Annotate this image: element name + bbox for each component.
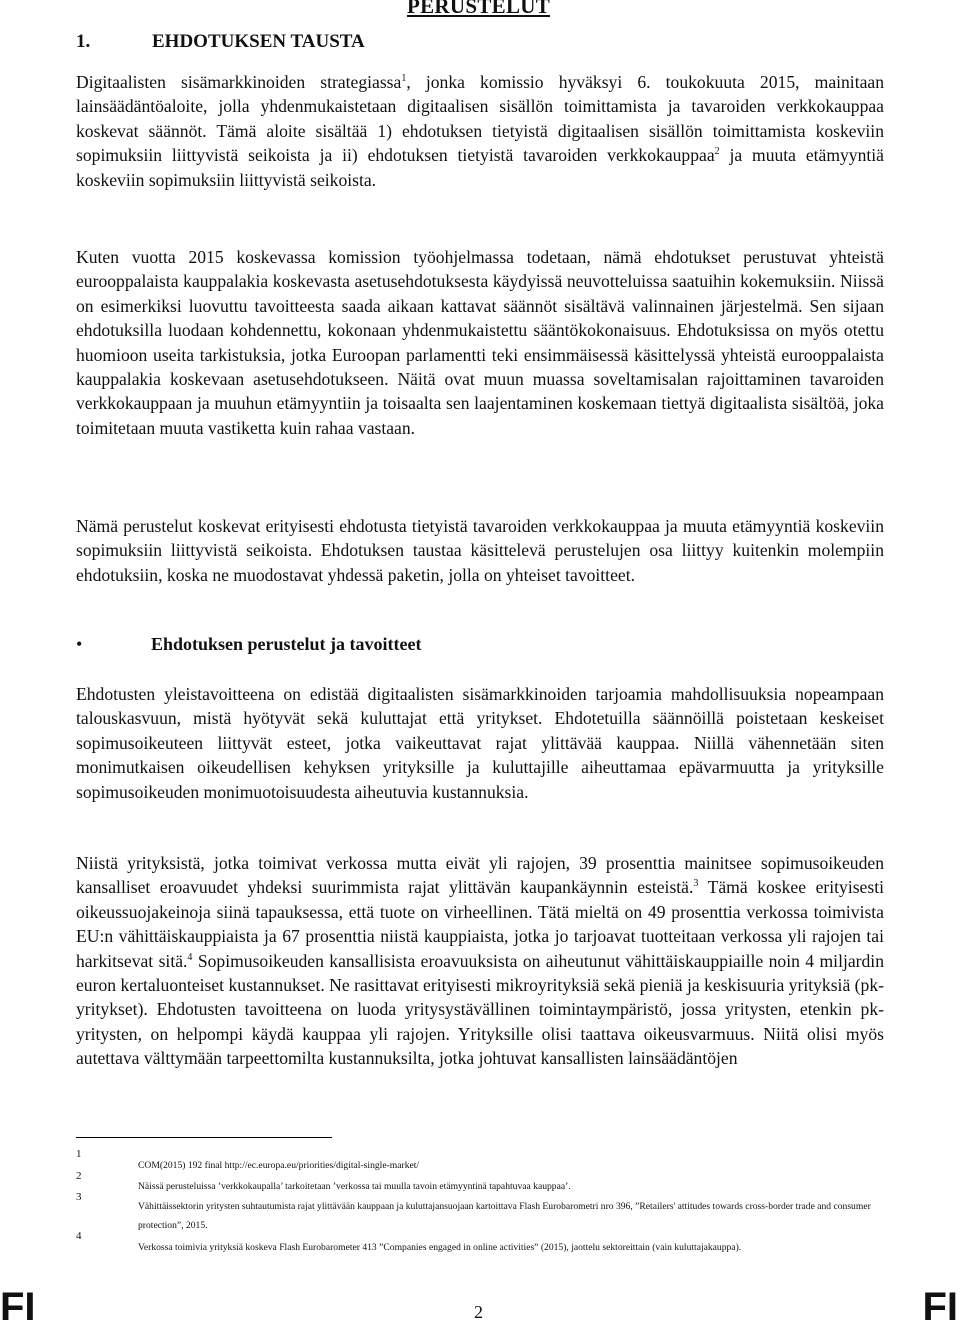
section-number: 1. bbox=[76, 31, 91, 52]
footnote-text: Näissä perusteluissa ’verkkokaupalla’ tarkoitetaan ’verkossa tai muulla tavoin etämyyntinä tapahtuvaa kauppaa’. bbox=[138, 1181, 571, 1192]
subheading bbox=[76, 634, 422, 655]
section-heading bbox=[76, 31, 365, 53]
bullet-icon: • bbox=[76, 634, 83, 654]
paragraph-objectives: Ehdotusten yleistavoitteena on edistää digitaalisten sisämarkkinoiden tarjoamia mahdollisuuksia nopeampaan talouskasvuun, mistä hyötyvät sekä kuluttajat että yritykset. Ehdotetuilla säännöillä poistetaan keskeiset sopimusoikeuteen liittyvät esteet, jotka vaikeuttavat rajat ylittävää kauppaa. Niillä vähennetään siten monimutkaisen oikeudellisen kehyksen yrityksille ja kuluttajille aiheuttamaa epävarmuutta ja yrityksille sopimusoikeuden monimuotoisuudesta aiheutuvia kustannuksia. bbox=[76, 684, 884, 802]
footnote-number: 2 bbox=[76, 1170, 82, 1182]
paragraph-text: , jonka komissio hyväksyi 6. toukokuuta 2015, mainitaan lainsäädäntöaloite, jolla yhdenmukaistetaan digitaalisen sisällön toimittamista ja tavaroiden verkkokauppaa koskevat säännöt. Tämä aloite sisältää 1) ehdotuksen tietyistä digitaalisen sisällön toimittamista koskeviin sopimuksiin liittyvistä seikoista ja ii) ehdotuksen tietyistä tavaroiden verkkokauppaa bbox=[76, 72, 885, 166]
paragraph-text: Niistä yrityksistä, jotka toimivat verkossa mutta eivät yli rajojen, 39 prosenttia mainitsee sopimusoikeuden kansalliset eroavuudet yhdeksi suurimmista rajat ylittävän kaupankäynnin esteistä. bbox=[76, 853, 884, 898]
footnote-number: 3 bbox=[76, 1191, 82, 1203]
section-title: EHDOTUKSEN TAUSTA bbox=[152, 31, 365, 52]
paragraph-companies bbox=[76, 851, 884, 1071]
footnote-text: Vähittäissektorin yritysten suhtautumista rajat ylittävään kauppaan ja kuluttajansuojaan kartoittava Flash Eurobarometri nro 396, ”Retailers' attitudes towards cross-border trade and consumer protection”, 2015. bbox=[138, 1201, 871, 1231]
paragraph-scope: Nämä perustelut koskevat erityisesti ehdotusta tietyistä tavaroiden verkkokauppaa ja muuta etämyyntiä koskeviin sopimuksiin liittyvistä seikoista. Ehdotuksen taustaa käsittelevä perustelujen osa liittyy kuitenkin molempiin ehdotuksiin, koska ne muodostavat yhdessä paketin, jolla on yhteiset tavoitteet. bbox=[76, 516, 884, 585]
footnote-ref-2: 2 bbox=[714, 146, 720, 158]
footnote-ref-1: 1 bbox=[401, 73, 407, 85]
footnote-ref-4: 4 bbox=[187, 951, 193, 963]
paragraph-work-programme: Kuten vuotta 2015 koskevassa komission työohjelmassa todetaan, nämä ehdotukset perustuvat yhteistä eurooppalaista kauppalakia koskevasta asetusehdotuksesta käydyissä neuvotteluissa saatuihin kokemuksiin. Niissä on esimerkiksi luovuttu tavoitteesta saada aikaan kattavat säännöt sisältävä valinnainen järjestelmä. Sen sijaan ehdotuksilla luodaan kohdennettu, kokonaan yhdenmukaistettu sääntökokonaisuus. Ehdotuksissa on myös otettu huomioon useita tarkistuksia, jotka Euroopan parlamentti teki ensimmäisessä käsittelyssä yhteistä eurooppalaista kauppalakia koskevaan asetusehdotukseen. Näitä ovat muun muassa soveltamisalan rajoittaminen tavaroiden verkkokauppaan ja muuhun etämyyntiin ja toisaalta sen laajentaminen koskemaan tiettyä digitaalista sisältöä, joka toimitetaan muuta vastiketta kuin rahaa vastaan. bbox=[76, 247, 884, 438]
footer-language-right: FI bbox=[922, 1285, 958, 1329]
footer-language-left: FI bbox=[0, 1285, 36, 1329]
paragraph-strategy bbox=[76, 70, 884, 192]
page-number: 2 bbox=[474, 1302, 483, 1322]
footnote-number: 1 bbox=[76, 1148, 82, 1160]
paragraph-text: Tämä koskee erityisesti oikeussuojakeinoja siinä tapauksessa, että tuote on virheellinen. Tätä mieltä on 49 prosenttia verkossa toimivista EU:n vähittäiskauppiaista ja 67 prosenttia niistä kauppiaista, jotka jo tarjoavat tuotteitaan verkossa yli rajojen tai harkitsevat sitä. bbox=[76, 877, 884, 971]
footnote-text: COM(2015) 192 final http://ec.europa.eu/priorities/digital-single-market/ bbox=[138, 1160, 420, 1171]
document-title: PERUSTELUT bbox=[407, 0, 551, 18]
subheading-text: Ehdotuksen perustelut ja tavoitteet bbox=[151, 634, 422, 654]
paragraph-text: Sopimusoikeuden kansallisista eroavuuksista on aiheutunut vähittäiskauppiaille noin 4 miljardin euron kertaluonteiset kustannukset. Ne rasittavat erityisesti mikroyrityksiä sekä pieniä ja keskisuuria yrityksiä (pk-yritykset). Ehdotusten tavoitteena on luoda yritysystävällinen toimintaympäristö, jossa yritysten, etenkin pk-yritysten, on helpompi käydä kauppaa yli rajojen. Yrityksille olisi taattava oikeusvarmuus. Niitä olisi myös autettava välttymään tarpeettomilta kustannuksilta, jotka johtuvat kansallisten lainsäädäntöjen bbox=[76, 950, 884, 1069]
footnote-ref-3: 3 bbox=[693, 878, 699, 890]
paragraph-text: ja muuta etämyyntiä koskeviin sopimuksiin liittyvistä seikoista. bbox=[76, 145, 884, 190]
paragraph-text: Digitaalisten sisämarkkinoiden strategiassa bbox=[76, 72, 402, 92]
footnote-number: 4 bbox=[76, 1230, 82, 1242]
footnote-rule bbox=[76, 1137, 332, 1138]
footnote-text: Verkossa toimivia yrityksiä koskeva Flash Eurobarometer 413 ”Companies engaged in online activities” (2015), jaottelu sektoreittain (vain kuluttajakauppa). bbox=[138, 1242, 742, 1253]
